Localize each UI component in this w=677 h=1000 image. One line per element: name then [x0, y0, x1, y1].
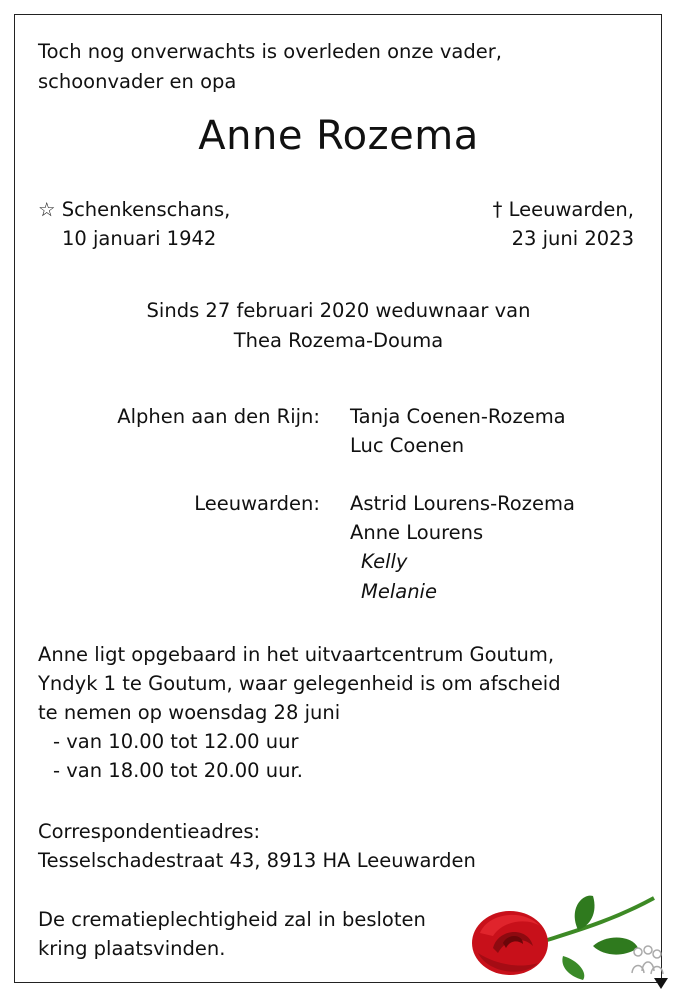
family-name: Tanja Coenen-Rozema: [350, 405, 566, 428]
deceased-name: Anne Rozema: [198, 113, 479, 159]
family-place-2: Leeuwarden:: [194, 492, 320, 515]
death-date: 23 juni 2023: [511, 227, 634, 250]
grandchild-name: Kelly: [361, 550, 408, 573]
cremation-line: De crematieplechtigheid zal in besloten: [38, 908, 426, 931]
intro-line-1: Toch nog onverwachts is overleden onze vader,: [38, 40, 502, 63]
cremation-line: kring plaatsvinden.: [38, 937, 226, 960]
birth-place: Schenkenschans,: [61, 198, 231, 221]
birth-line: [38, 195, 230, 224]
viewing-line: Anne ligt opgebaard in het uitvaartcentrum Goutum,: [38, 643, 555, 666]
family-name: Anne Lourens: [350, 521, 484, 544]
grandchild-name: Melanie: [361, 580, 437, 603]
widower-line-1: Sinds 27 februari 2020 weduwnaar van: [146, 299, 531, 322]
family-name: Astrid Lourens-Rozema: [350, 492, 575, 515]
viewing-line: te nemen op woensdag 28 juni: [38, 701, 341, 724]
cross-icon: †: [492, 198, 503, 221]
intro-line-2: schoonvader en opa: [38, 70, 237, 93]
family-place-1: Alphen aan den Rijn:: [117, 405, 320, 428]
down-arrow-icon[interactable]: [654, 978, 668, 989]
death-place: Leeuwarden,: [508, 198, 634, 221]
people-logo-icon: [630, 945, 664, 975]
widower-line-2: Thea Rozema-Douma: [233, 329, 444, 352]
viewing-line: Yndyk 1 te Goutum, waar gelegenheid is om afscheid: [38, 672, 561, 695]
star-icon: ☆: [38, 198, 56, 221]
correspondence-label: Correspondentieadres:: [38, 820, 261, 843]
viewing-time: - van 10.00 tot 12.00 uur: [53, 730, 299, 753]
viewing-time: - van 18.00 tot 20.00 uur.: [53, 759, 303, 782]
family-name: Luc Coenen: [350, 434, 465, 457]
death-line: [493, 195, 634, 224]
birth-date: 10 januari 1942: [62, 227, 217, 250]
correspondence-address: Tesselschadestraat 43, 8913 HA Leeuwarden: [38, 849, 476, 872]
